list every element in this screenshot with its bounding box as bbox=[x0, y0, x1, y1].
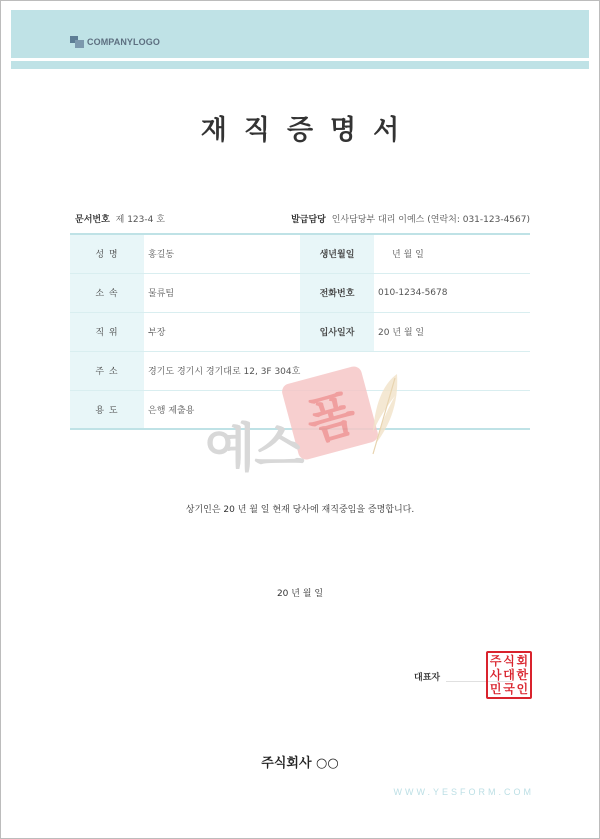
watermark-text: 예스 bbox=[205, 419, 304, 479]
seal-char: 민 bbox=[489, 682, 502, 696]
doc-number-value: 제 123-4 호 bbox=[115, 215, 165, 225]
issuer-value: 인사담당부 대리 이예스 (연락처: 031-123-4567) bbox=[331, 215, 530, 225]
address-label: 주 소 bbox=[70, 351, 144, 390]
seal-char: 주 bbox=[489, 654, 502, 668]
seal-char: 회 bbox=[516, 654, 529, 668]
company-seal bbox=[486, 651, 532, 699]
logo-icon bbox=[70, 36, 84, 48]
feather-pen-icon bbox=[365, 370, 405, 460]
header-divider bbox=[11, 61, 589, 69]
company-name: 주식회사 ○○ bbox=[261, 756, 339, 771]
document-title: 재직증명서 bbox=[200, 115, 417, 146]
phone-value: 010-1234-5678 bbox=[374, 273, 530, 312]
issuer bbox=[291, 212, 530, 225]
join-date-value: 20 년 월 일 bbox=[374, 312, 530, 351]
doc-number bbox=[75, 212, 165, 225]
purpose-value: 은행 제출용 bbox=[144, 390, 530, 429]
certification-statement: 상기인은 20 년 월 일 현재 당사에 재직중임을 증명합니다. bbox=[185, 505, 415, 515]
seal-char: 인 bbox=[516, 682, 529, 696]
birth-label: 생년월일 bbox=[300, 234, 374, 273]
join-date-label: 입사일자 bbox=[300, 312, 374, 351]
doc-number-label: 문서번호 bbox=[75, 215, 110, 225]
position-label: 직 위 bbox=[70, 312, 144, 351]
address-value: 경기도 경기시 경기대로 12, 3F 304호 bbox=[144, 351, 530, 390]
table-row bbox=[70, 273, 530, 312]
name-label: 성 명 bbox=[70, 234, 144, 273]
seal-char: 대 bbox=[503, 668, 515, 682]
table-row bbox=[70, 312, 530, 351]
birth-value: 년 월 일 bbox=[374, 234, 530, 273]
footer-url: WWW.YESFORM.COM bbox=[393, 787, 534, 797]
seal-char: 국 bbox=[503, 682, 515, 696]
representative-label: 대표자 bbox=[414, 673, 441, 683]
seal-char: 식 bbox=[503, 654, 515, 668]
seal-char: 사 bbox=[489, 668, 502, 682]
issue-date: 20 년 월 일 bbox=[276, 589, 324, 599]
watermark-badge-text: 폼 bbox=[300, 383, 363, 453]
dept-value: 물류팀 bbox=[144, 273, 300, 312]
header-band bbox=[11, 10, 589, 58]
seal-characters bbox=[489, 654, 529, 696]
seal-char: 한 bbox=[516, 668, 529, 682]
logo-text: COMPANYLOGO bbox=[87, 37, 160, 47]
company-logo bbox=[70, 36, 160, 48]
watermark bbox=[205, 368, 435, 480]
name-value: 홍길동 bbox=[144, 234, 300, 273]
dept-label: 소 속 bbox=[70, 273, 144, 312]
position-value: 부장 bbox=[144, 312, 300, 351]
phone-label: 전화번호 bbox=[300, 273, 374, 312]
purpose-label: 용 도 bbox=[70, 390, 144, 429]
table-row bbox=[70, 234, 530, 273]
issuer-label: 발급담당 bbox=[291, 215, 326, 225]
